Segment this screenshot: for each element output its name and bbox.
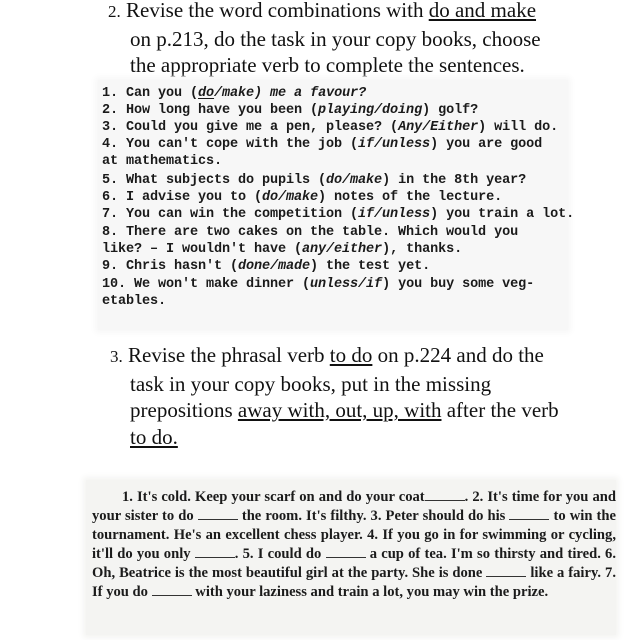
task-3-line-1: 3. Revise the phrasal verb to do on p.224 and do the (110, 343, 544, 367)
sentence-9: 9. Chris hasn't (done/made) the test yet. (102, 259, 431, 274)
sentence-4: 4. You can't cope with the job (if/unless) you are good (102, 137, 543, 152)
gap-2 (198, 507, 238, 520)
sentence-10-cont: etables. (102, 294, 167, 309)
task-3-line-3: prepositions away with, out, up, with after the verb (130, 398, 559, 422)
sentence-8-cont: like? – I wouldn't have (any/either), thanks. (102, 242, 463, 257)
task-3-line-2: task in your copy books, put in the missing (130, 371, 492, 396)
task-2-line-2: on p.213, do the task in your copy books, choose (130, 26, 541, 51)
task-2-instruction (108, 0, 628, 79)
sentence-7: 7. You can win the competition (if/unless) you train a lot. (102, 207, 575, 222)
exercise-3-scan (86, 480, 616, 635)
to-do-phrase: to do (329, 343, 373, 367)
task-3-line-4 (110, 424, 630, 451)
exercise-2-scan (98, 80, 575, 330)
task-3-instruction (110, 342, 630, 450)
prepositions-list: away with, out, up, with (237, 398, 442, 422)
do-and-make-phrase: do and make (428, 0, 537, 22)
sentence-6: 6. I advise you to (do/make) notes of the lecture. (102, 190, 503, 205)
sentence-2: 2. How long have you been (playing/doing) golf? (102, 103, 479, 118)
exercise-3-paragraph: 1. It's cold. Keep your scarf on and do your coat . 2. It's time for you and your sister to do the room. It's filthy. 3. Peter should do his to win the tournament. He's an excellent chess player. 4. If you go in for swimming or cycling, it'll do you only . 5. I could do a cup of tea. I'm so thirsty and tired. 6. Oh, Beatrice is the most beautiful girl at the party. She is done like a fairy. 7. If you do with your laziness and train a lot, you may win the prize. (92, 489, 616, 600)
sentence-1: 1. Can you (do/make) me a favour? (102, 86, 367, 101)
task-2-line-3: the appropriate verb to complete the sentences. (130, 53, 525, 77)
task-2-number: 2. (108, 2, 121, 21)
gap-3 (509, 507, 549, 520)
to-do-phrase-2: to do. (130, 424, 178, 449)
sentence-8: 8. There are two cakes on the table. Which would you (102, 225, 519, 240)
gap-7 (152, 583, 192, 596)
gap-1 (425, 488, 465, 501)
gap-6 (486, 564, 526, 577)
task-2-text: Revise the word combinations with (126, 0, 429, 22)
gap-5 (326, 545, 366, 558)
sentence-3: 3. Could you give me a pen, please? (Any/Either) will do. (102, 120, 559, 135)
sentence-5: 5. What subjects do pupils (do/make) in the 8th year? (102, 173, 527, 188)
sentence-10: 10. We won't make dinner (unless/if) you buy some veg- (102, 277, 535, 292)
sentence-4-cont: at mathematics. (102, 154, 223, 169)
task-2-line-1 (108, 0, 628, 26)
gap-4 (195, 545, 235, 558)
task-3-number: 3. (110, 347, 123, 366)
